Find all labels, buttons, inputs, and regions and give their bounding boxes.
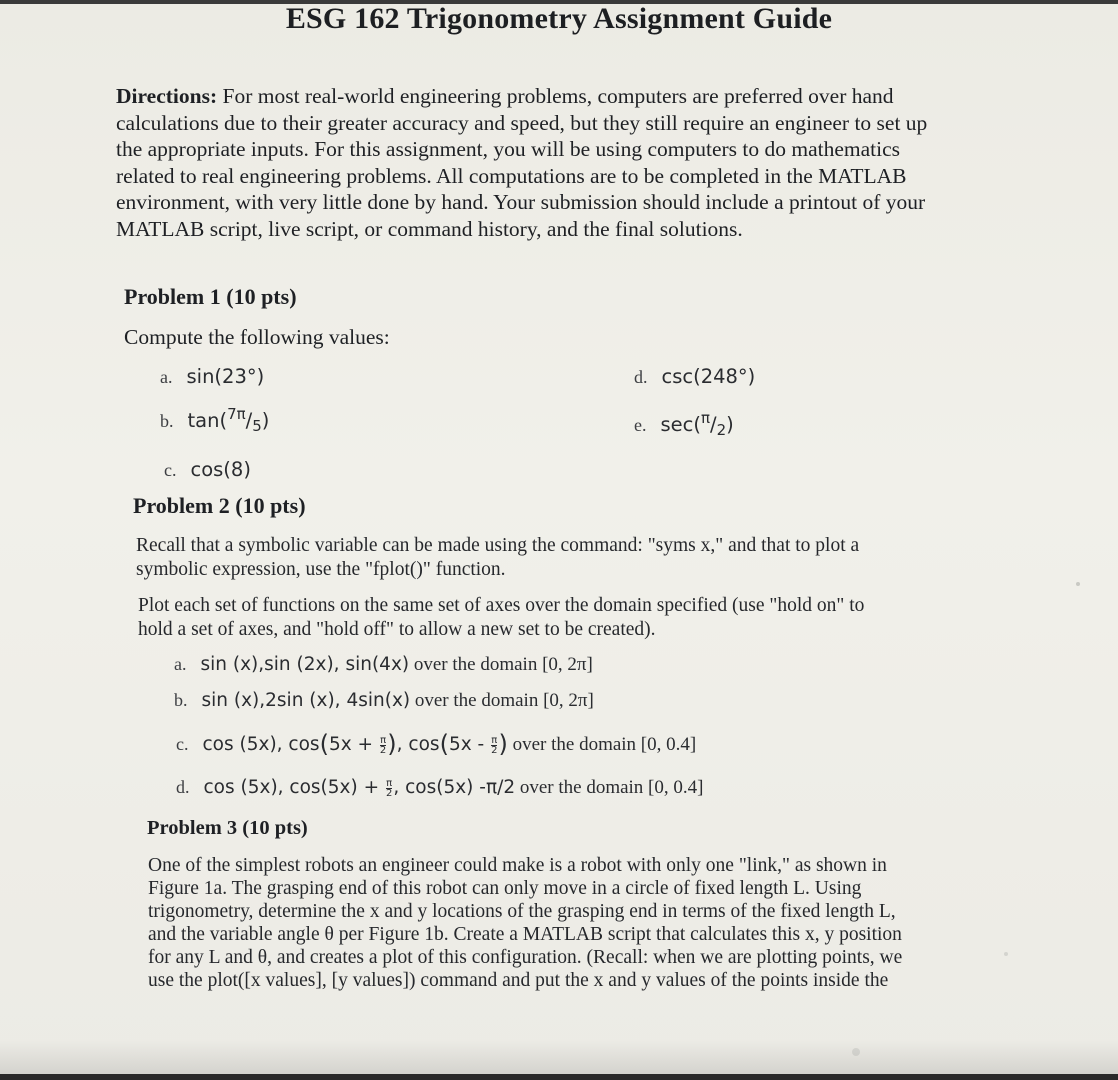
page-bottom-shadow	[0, 1040, 1118, 1074]
problem1-prompt: Compute the following values:	[124, 325, 390, 349]
directions-line-5: environment, with very little done by hand. Your submission should include a printout of your	[116, 190, 926, 214]
directions-line-4: related to real engineering problems. All computations are to be completed in the MATLAB	[116, 163, 907, 188]
item-expression: $\tan(^{7\pi}/_5)$	[187, 405, 270, 435]
problem2-item-d	[176, 777, 703, 799]
item-letter: c.	[164, 460, 177, 480]
pi-over-2-fraction: $\frac{\pi}{2}$	[379, 734, 387, 756]
problem2-item-c	[176, 730, 696, 758]
paper-speck	[1004, 952, 1008, 956]
problem3-heading: Problem 3 (10 pts)	[147, 817, 308, 839]
item-domain: over the domain [0, 0.4]	[507, 734, 697, 755]
item-letter: d.	[634, 367, 648, 387]
problem1-item-b	[160, 405, 269, 435]
problem2-paragraph-1: Recall that a symbolic variable can be made using the command: "syms x," and that to plot a symbolic expression, use the "fplot()" function.	[136, 535, 860, 580]
problem1-heading: Problem 1 (10 pts)	[124, 284, 297, 309]
item-letter: b.	[174, 690, 188, 710]
problem1-item-e	[634, 409, 734, 439]
item-expression: cos (5x), cos(5x) + $\frac{\pi}{2}$ , cos(5x) -π/2	[203, 777, 516, 799]
item-expression: cos (5x), cos(5x + $\frac{\pi}{2}$ ), cos(5x - $\frac{\pi}{2}$ )	[202, 730, 508, 758]
directions-label: Directions:	[116, 84, 218, 108]
problem1-item-c	[164, 458, 251, 481]
directions-line-3: the appropriate inputs. For this assignment, you will be using computers to do mathematics	[116, 137, 901, 161]
directions-line-1: Directions: For most real-world engineering problems, computers are preferred over hand	[116, 84, 894, 108]
item-expression: csc(248°)	[661, 365, 756, 388]
problem1-item-a	[160, 365, 264, 388]
item-letter: e.	[634, 415, 647, 435]
problem3-paragraph: One of the simplest robots an engineer could make is a robot with only one "link," as shown in Figure 1a. The grasping end of this robot can only move in a circle of fixed length L. Using trigonometry, determine the x and y locations of the grasping end in terms of the fixed length L, and the variable angle θ per Figure 1b. Create a MATLAB script that calculates this x, y position for any L and θ, and creates a plot of this configuration. (Recall: when we are plotting points, we use the plot([x values], [y values]) command and put the x and y values of the points inside the	[148, 855, 903, 991]
item-expression: $\sec(^\pi/_2)$	[660, 409, 734, 439]
item-expression: sin (x),2sin (x), 4sin(x)	[201, 690, 411, 711]
item-letter: a.	[174, 654, 187, 674]
problem2-heading: Problem 2 (10 pts)	[133, 493, 306, 518]
item-expression: sin(23°)	[186, 365, 265, 388]
directions-line-2: calculations due to their greater accuracy and speed, but they still require an engineer to set up	[116, 110, 928, 135]
directions-line-6: MATLAB script, live script, or command history, and the final solutions.	[116, 216, 743, 241]
item-domain: over the domain [0, 2π]	[410, 690, 594, 711]
pi-over-2-fraction: $\frac{\pi}{2}$	[491, 734, 498, 756]
item-letter: c.	[176, 734, 189, 754]
problem2-item-a	[174, 654, 593, 676]
item-expression: cos(8)	[190, 458, 251, 481]
problem2-paragraph-2: Plot each set of functions on the same set of axes over the domain specified (use "hold on" to hold a set of axes, and "hold off" to allow a new set to be created).	[138, 595, 865, 640]
item-domain: over the domain [0, 2π]	[409, 654, 593, 675]
item-letter: a.	[160, 367, 173, 387]
problem2-item-b	[174, 690, 594, 712]
pi-over-2-fraction: $\frac{\pi}{2}$	[385, 777, 393, 799]
document-title: ESG 162 Trigonometry Assignment Guide	[285, 2, 833, 35]
problem1-item-d	[634, 365, 755, 388]
directions-paragraph	[116, 83, 1016, 242]
item-expression: sin (x),sin (2x), sin(4x)	[200, 654, 410, 675]
item-domain: over the domain [0, 0.4]	[515, 777, 704, 798]
paper-speck	[1076, 582, 1080, 586]
item-letter: b.	[160, 411, 174, 431]
item-letter: d.	[176, 777, 190, 797]
